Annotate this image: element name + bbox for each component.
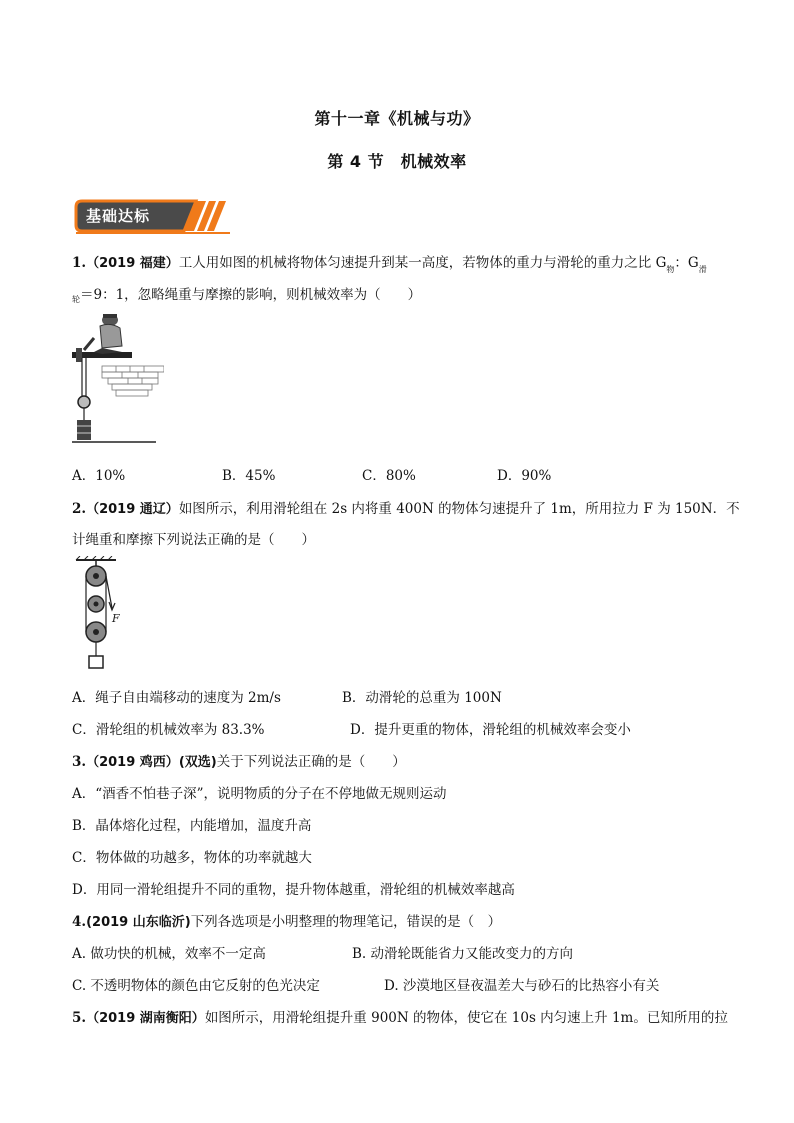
question-2-line1 — [72, 497, 740, 517]
question-2-line2: 计绳重和摩擦下列说法正确的是（ ） — [72, 532, 315, 548]
option-c: C．80% — [362, 468, 416, 484]
force-label: F — [112, 612, 120, 625]
question-source: （2019 湖南衡阳） — [86, 1011, 205, 1026]
subscript: 轮 — [72, 295, 80, 304]
question-text: 工人用如图的机械将物体匀速提升到某一高度，若物体的重力与滑轮的重力之比 G — [178, 255, 667, 271]
question-source: （2019 通辽） — [86, 502, 179, 517]
option-d: D．提升更重的物体，滑轮组的机械效率会变小 — [350, 722, 631, 738]
option-d: D．用同一滑轮组提升不同的重物，提升物体越重，滑轮组的机械效率越高 — [72, 882, 515, 898]
question-text: ：G — [674, 255, 699, 271]
question-number: 4. — [72, 914, 87, 930]
chapter-title: 第十一章《机械与功》 — [314, 109, 480, 128]
option-c: C．物体做的功越多，物体的功率就越大 — [72, 850, 312, 866]
question-number: 5. — [72, 1010, 87, 1026]
question-tag: (双选) — [178, 755, 217, 770]
question-1-line2 — [72, 283, 421, 303]
option-b: B. 动滑轮既能省力又能改变力的方向 — [352, 946, 574, 962]
question-text: 下列各选项是小明整理的物理笔记，错误的是（ ） — [190, 914, 502, 930]
question-text: ＝9：1，忽略绳重与摩擦的影响，则机械效率为（ ） — [80, 287, 422, 303]
option-a: A．绳子自由端移动的速度为 2m/s — [72, 690, 281, 706]
subscript: 物 — [666, 265, 675, 274]
pulley-block-figure — [72, 556, 132, 672]
badge-label: 基础达标 — [86, 207, 151, 225]
question-source: （2019 福建） — [86, 256, 179, 271]
question-source: （2019 鸡西） — [86, 755, 179, 770]
option-b: B．动滑轮的总重为 100N — [342, 690, 502, 706]
option-a: A．10% — [72, 468, 126, 484]
question-4-line — [72, 910, 501, 930]
option-d: D．90% — [497, 468, 552, 484]
option-a: A. 做功快的机械，效率不一定高 — [72, 946, 266, 962]
worker-pulley-figure — [72, 308, 164, 446]
option-b: B．晶体熔化过程，内能增加，温度升高 — [72, 818, 312, 834]
question-number: 2. — [72, 501, 87, 517]
subscript: 滑 — [698, 265, 707, 274]
option-d: D. 沙漠地区昼夜温差大与砂石的比热容小有关 — [384, 978, 660, 994]
option-a: A．“酒香不怕巷子深”，说明物质的分子在不停地做无规则运动 — [72, 786, 447, 802]
section-title: 第 4 节 机械效率 — [327, 152, 467, 171]
question-number: 3. — [72, 754, 87, 770]
question-1-line1 — [72, 251, 707, 274]
option-b: B．45% — [222, 468, 276, 484]
question-source: (2019 山东临沂) — [86, 915, 191, 930]
question-text: 关于下列说法正确的是（ ） — [216, 754, 406, 770]
option-c: C．滑轮组的机械效率为 83.3% — [72, 722, 265, 738]
question-text: 如图所示，利用滑轮组在 2s 内将重 400N 的物体匀速提升了 1m，所用拉力 F 为 150N．不 — [178, 501, 740, 517]
question-number: 1. — [72, 255, 87, 271]
question-3-line — [72, 750, 406, 770]
option-c: C. 不透明物体的颜色由它反射的色光决定 — [72, 978, 320, 994]
question-text: 如图所示，用滑轮组提升重 900N 的物体，使它在 10s 内匀速上升 1m。已知所用的拉 — [204, 1010, 728, 1026]
question-5-line — [72, 1006, 728, 1026]
